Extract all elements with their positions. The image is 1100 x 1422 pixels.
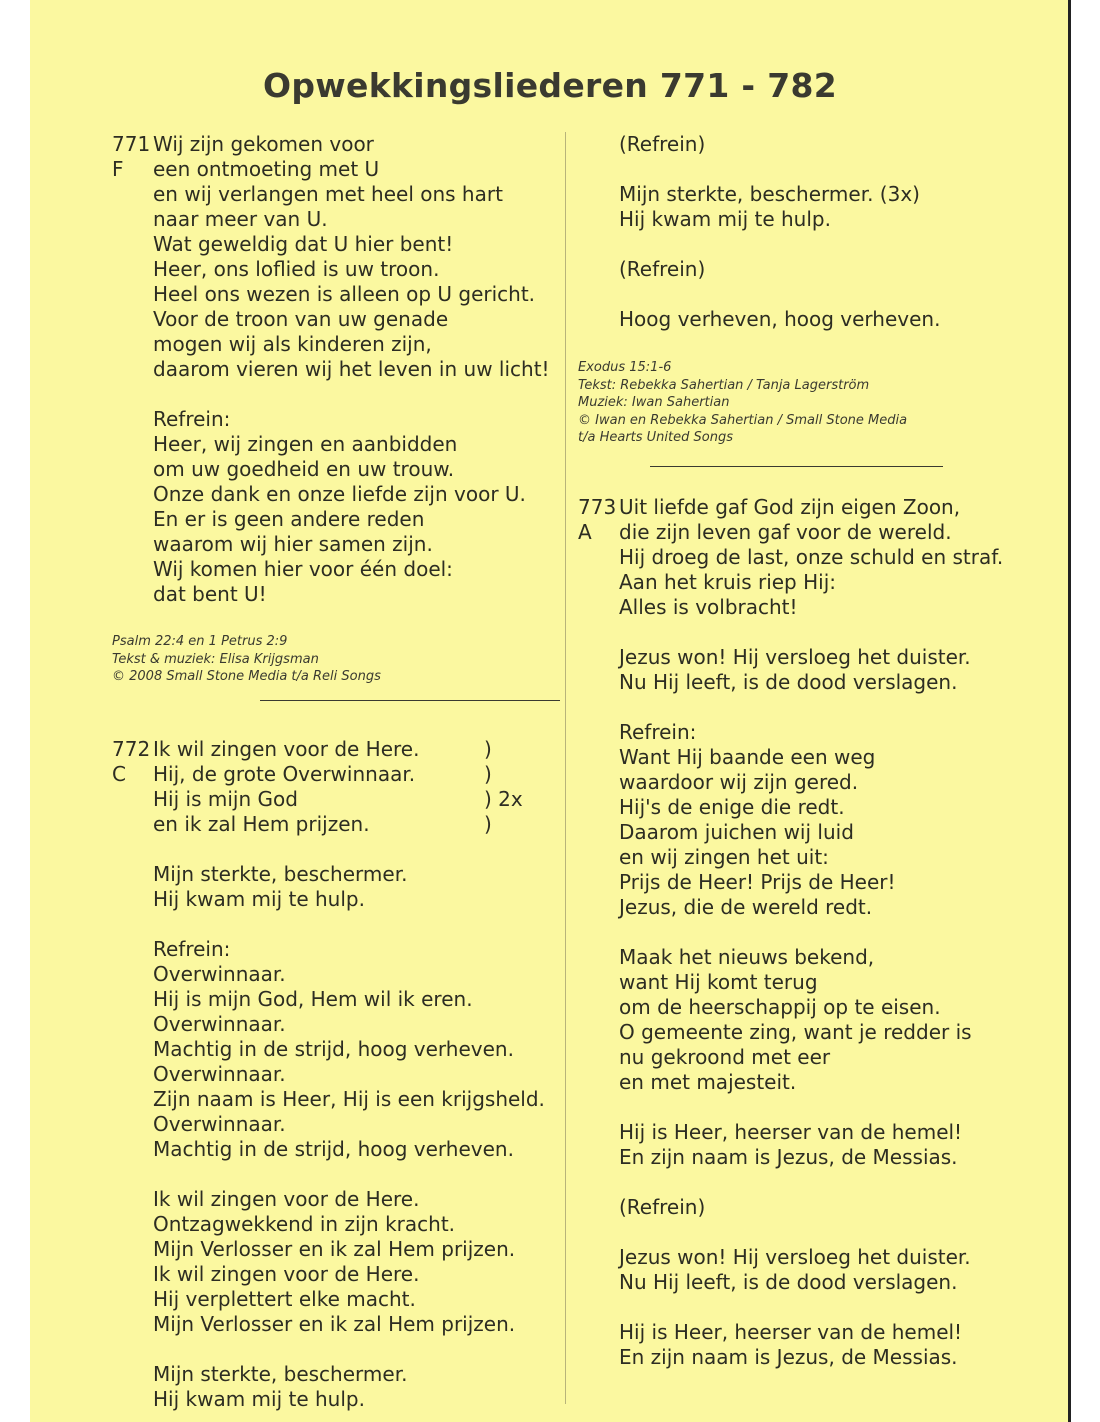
lyric-line <box>153 787 562 812</box>
lyric-text: (Refrein) <box>619 132 706 156</box>
lyric-line <box>153 1062 562 1087</box>
lyric-text: Alles is volbracht! <box>619 594 798 619</box>
lyric-line <box>153 482 562 507</box>
page-title: Opwekkingsliederen 771 - 782 <box>263 66 837 105</box>
lyric-line <box>153 1237 562 1262</box>
stanza-break <box>153 1337 562 1362</box>
lyric-line <box>619 870 1048 895</box>
lyric-line <box>153 737 562 762</box>
lyric-line <box>619 570 1048 595</box>
lyric-line <box>619 495 1048 520</box>
song-key: F <box>112 157 124 181</box>
lyric-line <box>153 1212 562 1237</box>
lyric-line <box>619 995 1048 1020</box>
lyric-line <box>153 1112 562 1137</box>
song-lyrics <box>619 132 1048 332</box>
lyric-line <box>153 282 562 307</box>
lyric-line <box>153 582 562 607</box>
section-separator <box>650 466 943 467</box>
lyric-line <box>619 257 1048 282</box>
lyric-line <box>619 1245 1048 1270</box>
lyric-text: Machtig in de strijd, hoog verheven. <box>153 1036 514 1061</box>
lyric-text: een ontmoeting met U <box>153 157 380 181</box>
stanza-break <box>153 382 562 407</box>
lyric-line <box>619 595 1048 620</box>
lyric-text: Jezus, die de wereld redt. <box>619 894 873 919</box>
lyric-text: Mijn sterkte, beschermer. <box>153 1361 408 1386</box>
lyric-text: Want Hij baande een weg <box>619 744 876 769</box>
stanza-break <box>619 157 1048 182</box>
lyric-line <box>619 520 1048 545</box>
lyric-line <box>153 432 562 457</box>
lyric-text: En zijn naam is Jezus, de Messias. <box>619 1144 958 1169</box>
lyric-line <box>619 745 1048 770</box>
songbook-page <box>30 0 1070 1422</box>
lyric-line <box>153 1287 562 1312</box>
lyric-line <box>619 545 1048 570</box>
lyric-text: Hoog verheven, hoog verheven. <box>619 307 941 331</box>
song-772-credits <box>578 359 1048 447</box>
stanza-break <box>619 920 1048 945</box>
lyric-line <box>153 332 562 357</box>
lyric-line <box>153 887 562 912</box>
lyric-text: waarom wij hier samen zijn. <box>153 532 433 556</box>
stanza-break <box>619 1295 1048 1320</box>
lyric-text: Mijn sterkte, beschermer. (3x) <box>619 182 920 206</box>
lyric-text: en met majesteit. <box>619 1069 797 1094</box>
lyric-text: Hij, de grote Overwinnaar. <box>153 761 416 786</box>
lyric-text: Machtig in de strijd, hoog verheven. <box>153 1136 514 1161</box>
page-edge <box>1068 0 1071 1422</box>
lyric-text: Uit liefde gaf God zijn eigen Zoon, <box>619 494 961 519</box>
lyric-text: Jezus won! Hij versloeg het duister. <box>619 1244 971 1269</box>
lyric-line <box>153 532 562 557</box>
lyric-text: Overwinnaar. <box>153 1111 286 1136</box>
lyric-text: Heer, wij zingen en aanbidden <box>153 432 458 456</box>
lyric-text: Overwinnaar. <box>153 1011 286 1036</box>
lyric-line <box>619 182 1048 207</box>
lyric-text: Heer, ons loflied is uw troon. <box>153 257 440 281</box>
lyric-line <box>619 645 1048 670</box>
lyric-line <box>619 132 1048 157</box>
lyric-line <box>619 1020 1048 1045</box>
lyric-text: Daarom juichen wij luid <box>619 819 854 844</box>
lyric-text: Hij verplettert elke macht. <box>153 1286 416 1311</box>
lyric-line <box>153 257 562 282</box>
lyric-line <box>153 357 562 382</box>
lyric-line <box>153 762 562 787</box>
credit-line: Tekst & muziek: Elisa Krijgsman <box>112 651 319 667</box>
lyric-line <box>619 970 1048 995</box>
song-771-credits <box>112 633 562 686</box>
lyric-text: Hij kwam mij te hulp. <box>153 1386 365 1411</box>
lyric-line <box>153 157 562 182</box>
lyric-text: want Hij komt terug <box>619 969 818 994</box>
credit-line: t/a Hearts United Songs <box>578 430 733 445</box>
lyric-text: Mijn Verlosser en ik zal Hem prijzen. <box>153 1236 516 1261</box>
stanza-break <box>619 232 1048 257</box>
lyric-text: Refrein: <box>153 936 231 961</box>
lyric-text: Ik wil zingen voor de Here. <box>153 736 420 761</box>
lyric-line <box>153 232 562 257</box>
lyric-text: Wij komen hier voor één doel: <box>153 557 453 581</box>
lyric-line <box>153 1012 562 1037</box>
lyric-text: waardoor wij zijn gered. <box>619 769 859 794</box>
lyric-line <box>153 1312 562 1337</box>
stanza-break <box>619 620 1048 645</box>
lyric-text: Nu Hij leeft, is de dood verslagen. <box>619 1269 958 1294</box>
lyric-line <box>619 1270 1048 1295</box>
right-column <box>578 132 1048 1370</box>
lyric-text: Maak het nieuws bekend, <box>619 944 875 969</box>
lyric-text: Heel ons wezen is alleen op U gericht. <box>153 282 536 306</box>
section-separator <box>260 700 560 701</box>
lyric-text: O gemeente zing, want je redder is <box>619 1019 972 1044</box>
lyric-line <box>153 1137 562 1162</box>
lyric-text: En zijn naam is Jezus, de Messias. <box>619 1344 958 1369</box>
lyric-line <box>619 1070 1048 1095</box>
song-number: 771 <box>112 132 151 156</box>
stanza-break <box>619 1170 1048 1195</box>
lyric-text: Ontzagwekkend in zijn kracht. <box>153 1211 456 1236</box>
lyric-text: Hij is mijn God <box>153 786 298 811</box>
repeat-mark: ) <box>484 811 492 836</box>
lyric-line <box>619 795 1048 820</box>
lyric-text: Jezus won! Hij versloeg het duister. <box>619 644 971 669</box>
repeat-mark: ) <box>484 761 492 786</box>
lyric-text: Wat geweldig dat U hier bent! <box>153 232 454 256</box>
lyric-line <box>619 895 1048 920</box>
lyric-line <box>153 1087 562 1112</box>
lyric-line <box>619 307 1048 332</box>
stanza-break <box>153 912 562 937</box>
lyric-text: naar meer van U. <box>153 207 328 231</box>
song-number: 772 <box>112 736 151 761</box>
lyric-text: En er is geen andere reden <box>153 507 425 531</box>
lyric-text: om de heerschappij op te eisen. <box>619 994 941 1019</box>
lyric-line <box>619 670 1048 695</box>
lyric-text: om uw goedheid en uw trouw. <box>153 457 455 481</box>
lyric-line <box>619 1045 1048 1070</box>
lyric-text: Hij is mijn God, Hem wil ik eren. <box>153 986 473 1011</box>
stanza-break <box>619 1220 1048 1245</box>
lyric-text: Ik wil zingen voor de Here. <box>153 1186 420 1211</box>
lyric-line <box>153 812 562 837</box>
lyric-text: Onze dank en onze liefde zijn voor U. <box>153 482 526 506</box>
lyric-line <box>153 407 562 432</box>
lyric-line <box>619 720 1048 745</box>
lyric-line <box>153 1362 562 1387</box>
lyric-text: Aan het kruis riep Hij: <box>619 569 836 594</box>
lyric-line <box>153 132 562 157</box>
song-lyrics <box>619 495 1048 1370</box>
song-772 <box>112 737 562 1412</box>
lyric-text: Refrein: <box>619 719 697 744</box>
lyric-line <box>619 1195 1048 1220</box>
lyric-line <box>619 1145 1048 1170</box>
lyric-line <box>619 845 1048 870</box>
song-key: A <box>578 519 592 544</box>
lyric-line <box>153 557 562 582</box>
lyric-text: en wij verlangen met heel ons hart <box>153 182 503 206</box>
lyric-text: dat bent U! <box>153 582 267 606</box>
lyric-line <box>153 1387 562 1412</box>
stanza-break <box>619 695 1048 720</box>
credit-line: Exodus 15:1-6 <box>578 360 672 375</box>
lyric-line <box>153 182 562 207</box>
lyric-text: daarom vieren wij het leven in uw licht! <box>153 357 550 381</box>
song-lyrics <box>153 132 562 607</box>
credit-line: Muziek: Iwan Sahertian <box>578 395 730 410</box>
lyric-text: Mijn Verlosser en ik zal Hem prijzen. <box>153 1311 516 1336</box>
lyric-line <box>619 820 1048 845</box>
lyric-line <box>153 307 562 332</box>
lyric-text: nu gekroond met eer <box>619 1044 831 1069</box>
lyric-line <box>619 1320 1048 1345</box>
lyric-text: Ik wil zingen voor de Here. <box>153 1261 420 1286</box>
column-divider <box>565 132 566 1404</box>
song-773 <box>578 495 1048 1370</box>
stanza-break <box>619 282 1048 307</box>
credit-line: Tekst: Rebekka Sahertian / Tanja Lagerström <box>578 377 870 393</box>
lyric-text: Nu Hij leeft, is de dood verslagen. <box>619 669 958 694</box>
lyric-text: Hij kwam mij te hulp. <box>153 886 365 911</box>
lyric-line <box>153 1187 562 1212</box>
lyric-text: Hij is Heer, heerser van de hemel! <box>619 1319 963 1344</box>
lyric-text: en wij zingen het uit: <box>619 844 829 869</box>
lyric-text: Overwinnaar. <box>153 961 286 986</box>
repeat-mark: ) 2x <box>484 786 523 811</box>
lyric-line <box>619 945 1048 970</box>
lyric-text: Hij is Heer, heerser van de hemel! <box>619 1119 963 1144</box>
lyric-text: Prijs de Heer! Prijs de Heer! <box>619 869 896 894</box>
lyric-text: mogen wij als kinderen zijn, <box>153 332 432 356</box>
lyric-text: Zijn naam is Heer, Hij is een krijgsheld. <box>153 1086 545 1111</box>
credit-line: © Iwan en Rebekka Sahertian / Small Stone Media <box>578 412 908 428</box>
credit-line: Psalm 22:4 en 1 Petrus 2:9 <box>112 634 288 649</box>
lyric-line <box>619 207 1048 232</box>
lyric-text: Hij's de enige die redt. <box>619 794 845 819</box>
lyric-line <box>153 937 562 962</box>
song-lyrics <box>153 737 562 1412</box>
lyric-line <box>153 1037 562 1062</box>
left-column <box>112 132 562 1412</box>
lyric-line <box>153 207 562 232</box>
lyric-line <box>153 457 562 482</box>
credit-line: © 2008 Small Stone Media t/a Reli Songs <box>112 669 381 684</box>
lyric-text: Hij kwam mij te hulp. <box>619 207 831 231</box>
lyric-line <box>619 1345 1048 1370</box>
lyric-line <box>153 987 562 1012</box>
lyric-line <box>619 770 1048 795</box>
stanza-break <box>619 1095 1048 1120</box>
lyric-line <box>153 862 562 887</box>
stanza-break <box>153 1162 562 1187</box>
lyric-text: Wij zijn gekomen voor <box>153 132 374 156</box>
repeat-mark: ) <box>484 736 492 761</box>
lyric-text: Mijn sterkte, beschermer. <box>153 861 408 886</box>
lyric-text: Refrein: <box>153 407 231 431</box>
song-number: 773 <box>578 494 617 519</box>
stanza-break <box>153 837 562 862</box>
lyric-text: Hij droeg de last, onze schuld en straf. <box>619 544 1004 569</box>
song-772-continued <box>578 132 1048 332</box>
lyric-text: (Refrein) <box>619 1194 706 1219</box>
lyric-line <box>153 962 562 987</box>
lyric-text: Overwinnaar. <box>153 1061 286 1086</box>
lyric-text: die zijn leven gaf voor de wereld. <box>619 519 952 544</box>
song-771 <box>112 132 562 607</box>
lyric-line <box>619 1120 1048 1145</box>
lyric-text: Voor de troon van uw genade <box>153 307 449 331</box>
lyric-text: en ik zal Hem prijzen. <box>153 811 370 836</box>
lyric-line <box>153 1262 562 1287</box>
lyric-text: (Refrein) <box>619 257 706 281</box>
song-key: C <box>112 761 126 786</box>
lyric-line <box>153 507 562 532</box>
